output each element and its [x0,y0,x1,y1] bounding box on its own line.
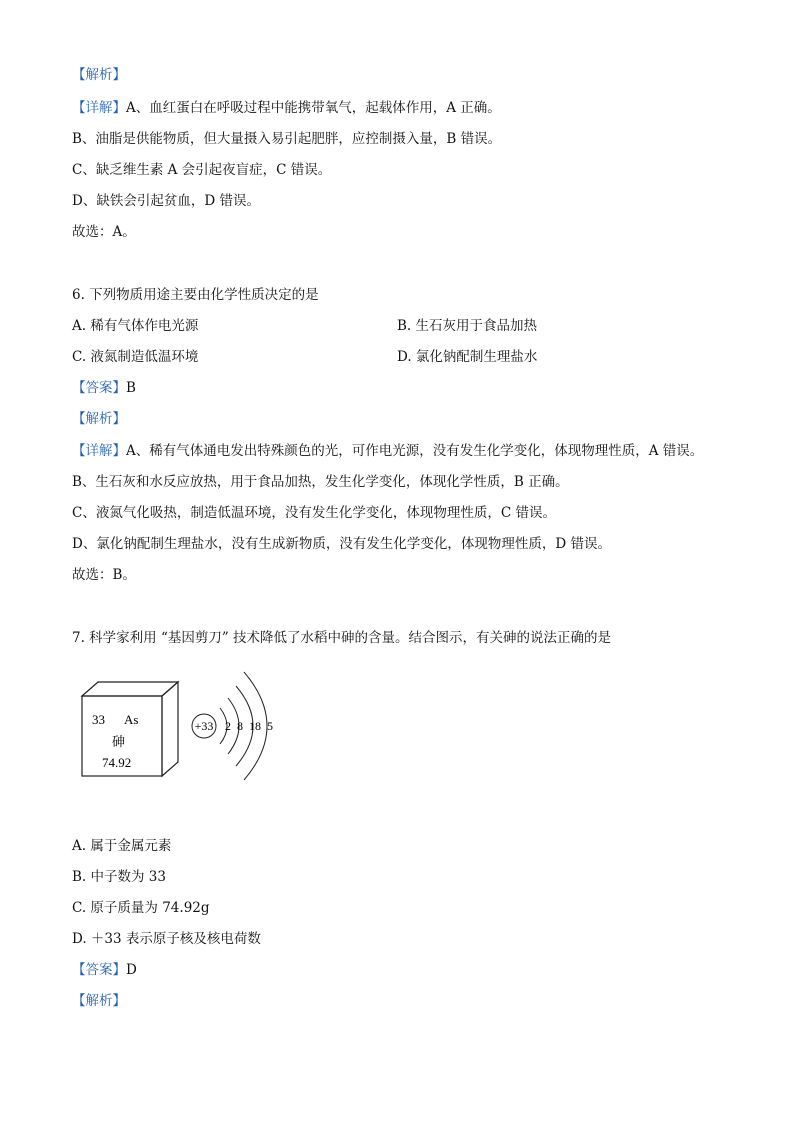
q6-option-d: D. 氯化钠配制生理盐水 [397,349,538,365]
q6-detail-text-a: A、稀有气体通电发出特殊颜色的光，可作电光源，没有发生化学变化，体现物理性质，A 错误。 [126,443,704,459]
q5-detail-line-c: C、缺乏维生素 A 会引起夜盲症，C 错误。 [72,162,332,178]
q7-answer-tag: 【答案】 [72,962,126,978]
element-name: 砷 [112,735,126,750]
q7-answer [72,961,137,979]
q5-detail-line-d: D、缺铁会引起贫血，D 错误。 [72,193,260,209]
q6-option-a: A. 稀有气体作电光源 [72,318,199,334]
electron-shell-2: 8 [237,719,243,733]
q6-answer [72,379,136,397]
q7-analysis-tag: 【解析】 [72,993,126,1009]
q6-answer-value: B [126,380,136,396]
q6-analysis-tag: 【解析】 [72,411,126,427]
cube-side-face [162,682,178,776]
q5-detail-text-a: A、血红蛋白在呼吸过程中能携带氧气，起载体作用，A 正确。 [126,100,501,116]
q5-detail-line-a [72,99,501,117]
element-symbol: As [124,712,139,727]
q7-option-c: C. 原子质量为 74.92g [72,900,210,916]
atom-structure [192,672,273,780]
q5-detail-line-b: B、油脂是供能物质，但大量摄入易引起肥胖，应控制摄入量，B 错误。 [72,131,502,147]
electron-shell-4: 5 [267,719,273,733]
q6-detail-line-c: C、液氮气化吸热，制造低温环境，没有发生化学变化，体现物理性质，C 错误。 [72,505,556,521]
q5-conclusion: 故选：A。 [72,224,136,240]
q7-stem: 7. 科学家利用 “基因剪刀” 技术降低了水稻中砷的含量。结合图示，有关砷的说法正确的是 [72,630,612,646]
q7-answer-value: D [126,962,137,978]
q6-conclusion: 故选：B。 [72,567,136,583]
q7-option-b: B. 中子数为 33 [72,869,166,885]
q6-answer-tag: 【答案】 [72,380,126,396]
q7-option-d: D. ＋33 表示原子核及核电荷数 [72,931,261,947]
q6-option-b: B. 生石灰用于食品加热 [397,318,538,334]
electron-shell-1: 2 [225,719,231,733]
q5-detail-tag: 【详解】 [72,100,126,116]
element-number: 33 [92,712,105,727]
nucleus-charge: +33 [194,719,214,733]
q6-option-c: C. 液氮制造低温环境 [72,349,199,365]
q5-analysis-tag: 【解析】 [72,67,126,83]
q6-detail-line-a [72,442,703,460]
q6-detail-line-d: D、氯化钠配制生理盐水，没有生成新物质，没有发生化学变化，体现物理性质，D 错误。 [72,536,611,552]
arsenic-diagram [78,668,298,788]
q6-stem: 6. 下列物质用途主要由化学性质决定的是 [72,287,319,303]
q6-detail-tag: 【详解】 [72,443,126,459]
q6-detail-line-b: B、生石灰和水反应放热，用于食品加热，发生化学变化，体现化学性质，B 正确。 [72,474,569,490]
electron-shell-3: 18 [249,719,261,733]
q7-option-a: A. 属于金属元素 [72,838,172,854]
element-mass: 74.92 [102,755,132,770]
